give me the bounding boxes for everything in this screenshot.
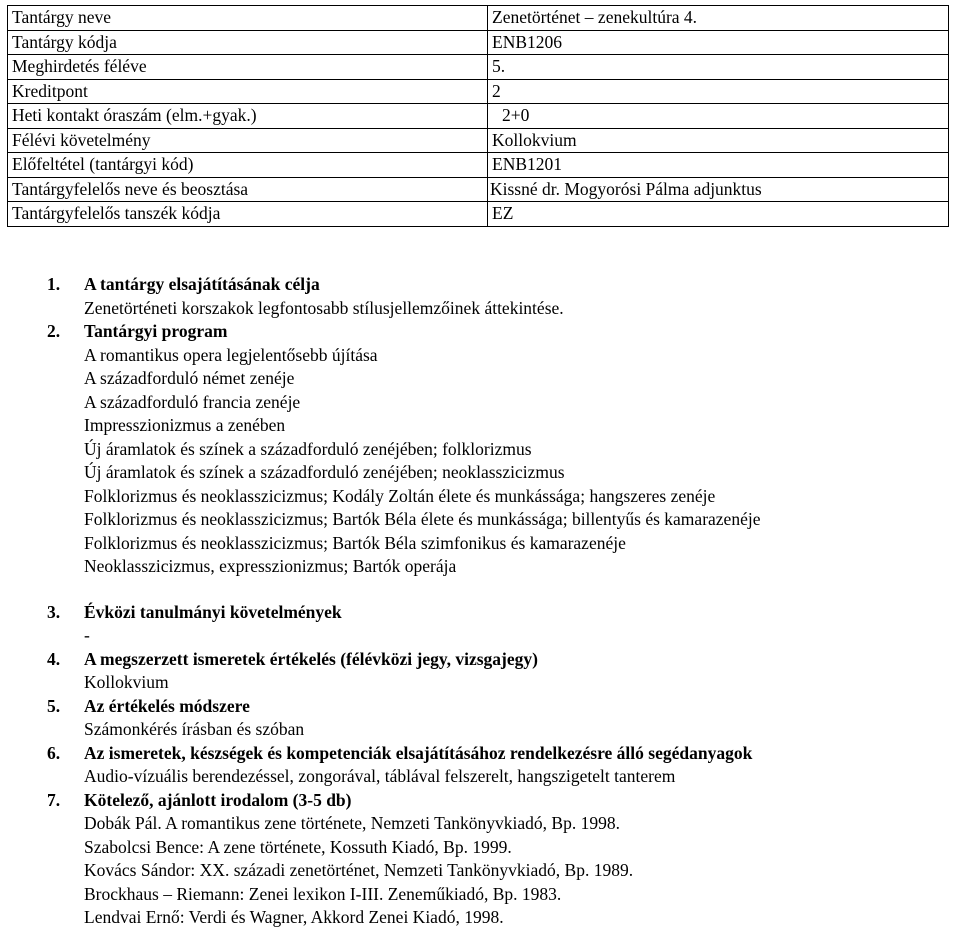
section-line: Dobák Pál. A romantikus zene története, Nemzeti Tankönyvkiadó, Bp. 1998.: [84, 813, 620, 833]
info-label: Előfeltétel (tantárgyi kód): [8, 153, 488, 178]
info-row: [8, 128, 949, 153]
section-title: A tantárgy elsajátításának célja: [84, 274, 320, 294]
section-line: Folklorizmus és neoklasszicizmus; Kodály Zoltán élete és munkássága; hangszeres zenéje: [84, 485, 716, 506]
info-value: ENB1206: [488, 30, 949, 55]
section-title: Az ismeretek, készségek és kompetenciák elsajátításához rendelkezésre álló segédanyagok: [84, 742, 753, 763]
info-label: Meghirdetés féléve: [8, 55, 488, 80]
info-value: Zenetörténet – zenekultúra 4.: [488, 6, 949, 31]
course-info-table: [7, 5, 949, 227]
section-line: Folklorizmus és neoklasszicizmus; Bartók Béla szimfonikus és kamarazenéje: [84, 532, 626, 553]
info-row: [8, 6, 949, 31]
info-label: Tantárgyfelelős tanszék kódja: [8, 202, 488, 227]
section-number: 7.: [47, 789, 61, 810]
section-5: [47, 695, 947, 742]
section-number: 5.: [47, 695, 61, 716]
section-number: 1.: [47, 274, 61, 294]
info-value: Kissné dr. Mogyorósi Pálma adjunktus: [488, 177, 949, 202]
section-title: Kötelező, ajánlott irodalom (3-5 db): [84, 789, 352, 810]
section-number: 2.: [47, 321, 61, 341]
section-line: Szabolcsi Bence: A zene története, Kossuth Kiadó, Bp. 1999.: [84, 836, 512, 857]
info-label: Heti kontakt óraszám (elm.+gyak.): [8, 104, 488, 129]
info-value: 2+0: [488, 104, 949, 129]
info-label: Kreditpont: [8, 79, 488, 104]
section-line: Kovács Sándor: XX. századi zenetörténet, Nemzeti Tankönyvkiadó, Bp. 1989.: [84, 860, 634, 880]
section-heading: [47, 320, 947, 344]
section-line: Számonkérés írásban és szóban: [84, 719, 305, 739]
section-6: [47, 742, 947, 789]
section-line: A századforduló francia zenéje: [84, 391, 301, 412]
section-line: Audio-vízuális berendezéssel, zongorával, táblával felszerelt, hangszigetelt tanterem: [84, 766, 676, 786]
section-line: A századforduló német zenéje: [84, 368, 295, 388]
info-value: 5.: [488, 55, 949, 80]
section-heading: [47, 789, 947, 813]
section-1: [47, 273, 947, 320]
section-title: Tantárgyi program: [84, 321, 228, 341]
section-title: Az értékelés módszere: [84, 695, 250, 716]
info-row: [8, 104, 949, 129]
info-value: 2: [488, 79, 949, 104]
info-label: Tantárgyfelelős neve és beosztása: [8, 177, 488, 202]
section-line: A romantikus opera legjelentősebb újítása: [84, 344, 378, 365]
info-value: EZ: [488, 202, 949, 227]
info-row: [8, 79, 949, 104]
section-heading: [47, 273, 947, 297]
section-4: [47, 648, 947, 695]
info-label: Tantárgy kódja: [8, 30, 488, 55]
section-heading: [47, 601, 947, 625]
section-7: [47, 789, 947, 930]
section-number: 3.: [47, 601, 61, 622]
info-row: [8, 30, 949, 55]
section-line: Brockhaus – Riemann: Zenei lexikon I-III. Zeneműkiadó, Bp. 1983.: [84, 883, 562, 904]
section-line: Impresszionizmus a zenében: [84, 415, 286, 435]
section-number: 4.: [47, 648, 61, 669]
info-label: Félévi követelmény: [8, 128, 488, 153]
info-row: [8, 202, 949, 227]
section-line: Neoklasszicizmus, expresszionizmus; Bartók operája: [84, 556, 457, 576]
section-title: Évközi tanulmányi követelmények: [84, 601, 342, 622]
info-value: Kollokvium: [488, 128, 949, 153]
section-line: Zenetörténeti korszakok legfontosabb stílusjellemzőinek áttekintése.: [84, 297, 564, 318]
section-line: Kollokvium: [84, 672, 169, 692]
info-label: Tantárgy neve: [8, 6, 488, 31]
section-heading: [47, 648, 947, 672]
section-line: Lendvai Ernő: Verdi és Wagner, Akkord Zenei Kiadó, 1998.: [84, 907, 504, 927]
info-row: [8, 177, 949, 202]
section-line: -: [84, 625, 90, 645]
section-line: Folklorizmus és neoklasszicizmus; Bartók Béla élete és munkássága; billentyűs és kamarazenéje: [84, 509, 761, 529]
section-number: 6.: [47, 742, 61, 763]
section-title: A megszerzett ismeretek értékelés (félévközi jegy, vizsgajegy): [84, 648, 538, 669]
info-value: ENB1201: [488, 153, 949, 178]
course-sections: [47, 273, 947, 930]
section-heading: [47, 695, 947, 719]
info-row: [8, 153, 949, 178]
section-3: [47, 601, 947, 648]
section-2: [47, 320, 947, 579]
section-heading: [47, 742, 947, 766]
section-line: Új áramlatok és színek a századforduló zenéjében; folklorizmus: [84, 438, 532, 459]
section-line: Új áramlatok és színek a századforduló zenéjében; neoklasszicizmus: [84, 462, 565, 482]
info-row: [8, 55, 949, 80]
